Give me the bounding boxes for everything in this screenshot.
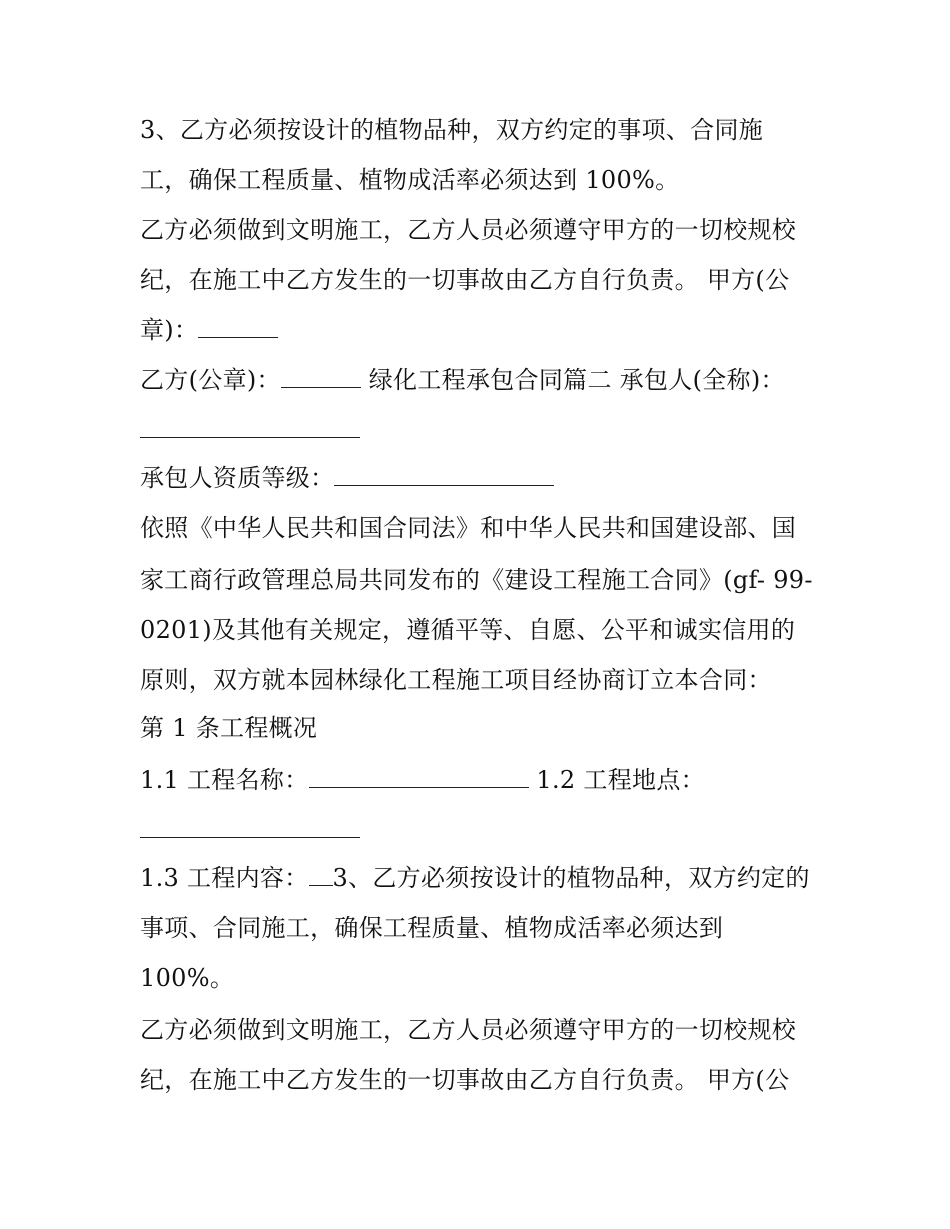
paragraph-line: 0201)及其他有关规定，遵循平等、自愿、公平和诚实信用的	[140, 616, 796, 644]
blank-field	[140, 415, 360, 438]
paragraph-line: 依照《中华人民共和国合同法》和中华人民共和国建设部、国	[140, 514, 797, 542]
paragraph-line: 乙方必须做到文明施工，乙方人员必须遵守甲方的一切校规校	[140, 216, 797, 244]
blank-field	[281, 365, 361, 388]
blank-field	[334, 463, 554, 486]
party-a-seal-label: 章)：	[140, 316, 199, 344]
project-content-line	[140, 862, 810, 894]
project-location-label: 1.2 工程地点：	[528, 766, 705, 794]
blank-field	[198, 315, 278, 338]
blank-line	[140, 814, 360, 846]
paragraph-line: 3、乙方必须按设计的植物品种，双方约定的事项、合同施	[140, 116, 764, 144]
blank-field	[309, 765, 529, 788]
project-content-label: 1.3 工程内容：	[140, 864, 309, 892]
project-name-label: 1.1 工程名称：	[140, 766, 309, 794]
contract-title-text: 绿化工程承包合同篇二 承包人(全称)：	[360, 366, 785, 394]
paragraph-line: 家工商行政管理总局共同发布的《建设工程施工合同》(gf- 99-	[140, 566, 813, 594]
signature-line-party-b	[140, 364, 785, 396]
qualification-line	[140, 462, 554, 494]
party-b-seal-label: 乙方(公章)：	[140, 366, 281, 394]
qualification-label: 承包人资质等级：	[140, 464, 335, 492]
blank-field	[309, 863, 333, 886]
blank-line	[140, 414, 360, 446]
project-content-text: 3、乙方必须按设计的植物品种，双方约定的	[332, 864, 810, 892]
signature-line-party-a	[140, 314, 278, 346]
paragraph-line: 纪，在施工中乙方发生的一切事故由乙方自行负责。 甲方(公	[140, 1066, 790, 1094]
blank-field	[140, 815, 360, 838]
section-heading: 第 1 条工程概况	[140, 714, 318, 742]
paragraph-line: 100%。	[140, 964, 235, 992]
paragraph-line: 事项、合同施工，确保工程质量、植物成活率必须达到	[140, 914, 724, 942]
paragraph-line: 工，确保工程质量、植物成活率必须达到 100%。	[140, 166, 680, 194]
project-name-line	[140, 764, 705, 796]
paragraph-line: 纪，在施工中乙方发生的一切事故由乙方自行负责。 甲方(公	[140, 266, 790, 294]
paragraph-line: 乙方必须做到文明施工，乙方人员必须遵守甲方的一切校规校	[140, 1016, 797, 1044]
paragraph-line: 原则，双方就本园林绿化工程施工项目经协商订立本合同：	[140, 666, 772, 694]
